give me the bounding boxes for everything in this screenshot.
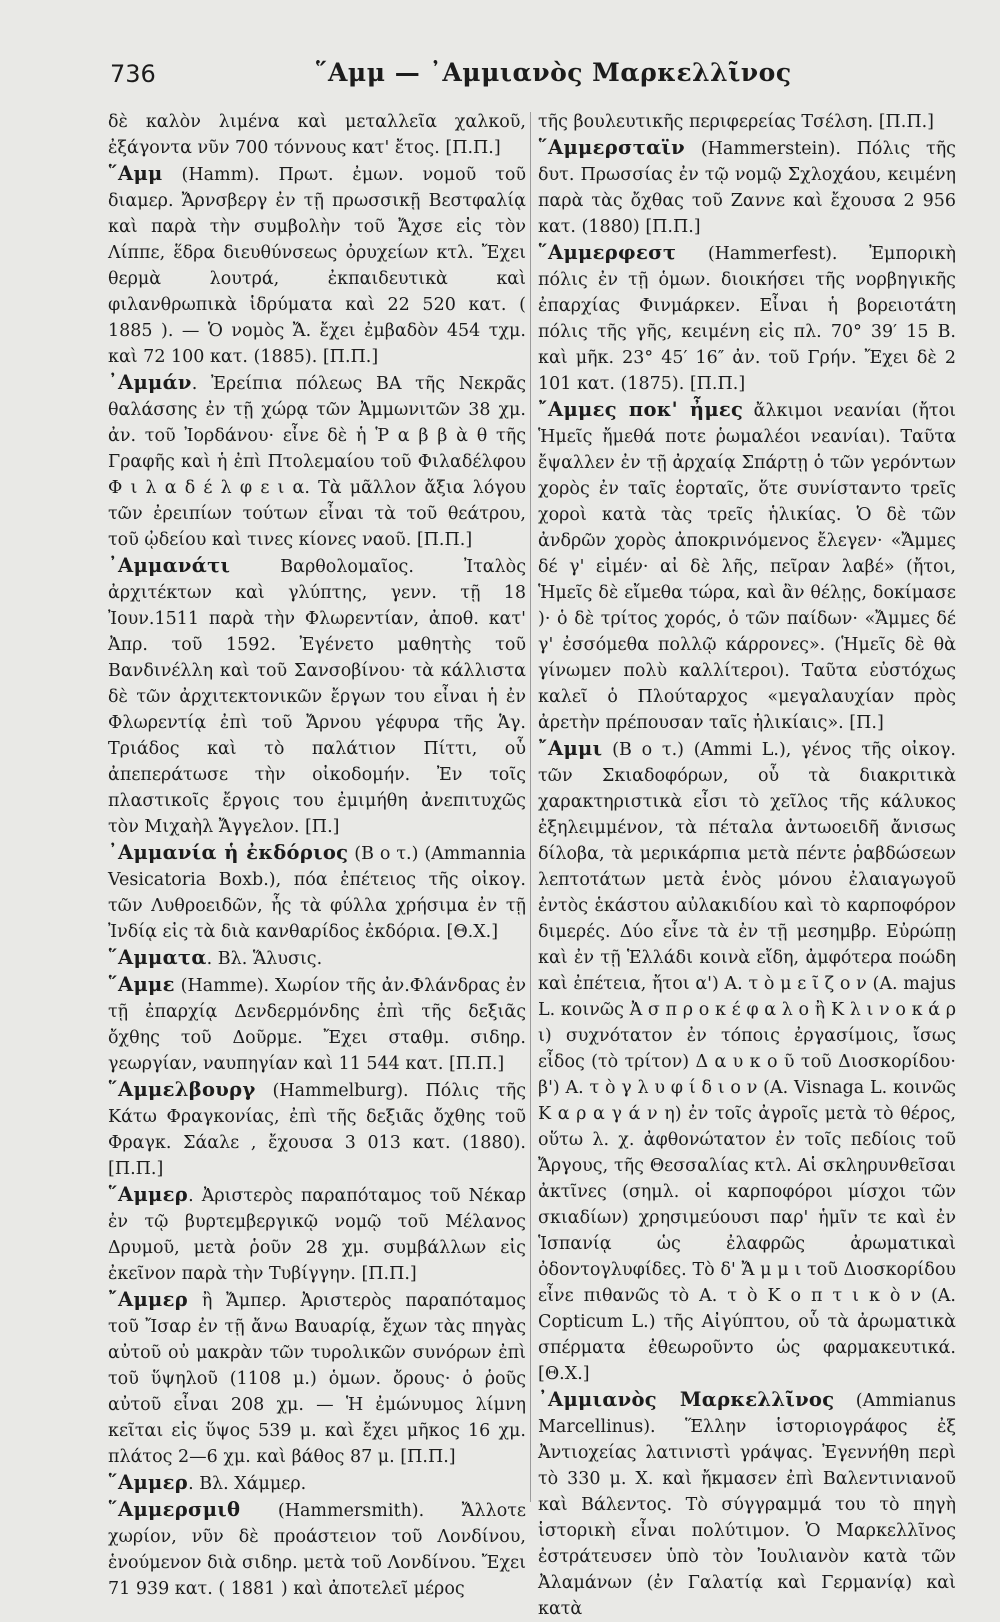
entry-text: (Β ο τ.) (Ammannia Vesicatoria Boxb.), πόα ἐπέτειος τῆς οἰκογ. τῶν Λυθροειδῶν, ἧς τὰ φύλλα χρήσιμα ἐν τῇ Ἰνδίᾳ εἰς τὰ διὰ κανθαρίδος ἐκδόρια. [Θ.Χ.]: [108, 844, 526, 942]
headword: ῞Αμμε: [108, 973, 175, 996]
entry-text: (Hammerstein). Πόλις τῆς δυτ. Πρωσσίας ἐν τῷ νομῷ Σχλοχάου, κειμένη παρὰ τὰς ὄχθας τοῦ Ζαννε καὶ ἔχουσα 2 956 κατ. (1880) [Π.Π.]: [538, 139, 956, 237]
entry-text: (Hamme). Χωρίον τῆς ἀν.Φλάνδρας ἐν τῇ ἐπαρχίᾳ Δενδερμόνδης ἐπὶ τῆς δεξιᾶς ὄχθης τοῦ Δοῦρμε. Ἔχει σταθμ. σιδηρ. γεωργίαν, ναυπηγίαν καὶ 11 544 κατ. [Π.Π.]: [108, 976, 526, 1074]
entry: [108, 972, 526, 1077]
entry-text: ἢ Ἄμπερ. Ἀριστερὸς παραπόταμος τοῦ Ἴσαρ ἐν τῇ ἄνω Βαυαρίᾳ, ἔχων τὰς πηγὰς αὐτοῦ οὐ μακρὰν τῶν τυρολικῶν συνόρων ἐπὶ τοῦ ὕψηλοῦ (1108 μ.) ὁμων. ὄρους· ὁ ῥοῦς αὐτοῦ εἶναι 208 χμ. — Ἡ ἐμώνυμος λίμνη κεῖται εἰς ὕψος 539 μ. καὶ ἔχει μῆκος 16 χμ. πλάτος 2—6 χμ. καὶ βάθος 87 μ. [Π.Π.]: [108, 1291, 526, 1467]
page-header: [110, 58, 960, 98]
entry: [108, 1182, 526, 1287]
entry: [108, 1287, 526, 1470]
headword: ᾿Αμμάν: [108, 371, 192, 394]
entry-text: δὲ καλὸν λιμένα καὶ μεταλλεῖα χαλκοῦ, ἐξάγοντα νῦν 700 τόννους κατ' ἔτος. [Π.Π.]: [108, 112, 526, 158]
headword: ῞Αμματα: [108, 946, 207, 969]
entry-text: (Hammelburg). Πόλις τῆς Κάτω Φραγκονίας, ἐπὶ τῆς δεξιᾶς ὄχθης τοῦ Φραγκ. Σάαλε , ἔχουσα 3 013 κατ. (1880). [Π.Π.]: [108, 1081, 526, 1179]
page-number: 736: [110, 60, 156, 88]
left-column: [108, 108, 526, 1599]
entry: [538, 108, 956, 135]
entry: [108, 370, 526, 553]
entry: [538, 397, 956, 736]
entry: [108, 553, 526, 840]
entry-text: . Ἀριστερὸς παραπόταμος τοῦ Νέκαρ ἐν τῷ βυρτεμβεργικῷ νομῷ τοῦ Μέλανος Δρυμοῦ, μετὰ ῥοῦν 28 χμ. συμβάλλων εἰς ἐκεῖνον παρὰ τὴν Τυβίγγην. [Π.Π.]: [108, 1186, 526, 1284]
headword: ῎Αμμι: [538, 737, 603, 760]
entry: [538, 736, 956, 1387]
headword: ῎Αμμες ποκ' ἦμες: [538, 398, 744, 421]
entry: [538, 240, 956, 397]
headword: ᾿Αμμανάτι: [108, 554, 231, 577]
entry-text: (Β ο τ.) (Ammi L.), γένος τῆς οἰκογ. τῶν Σκιαδοφόρων, οὗ τὰ διακριτικὰ χαρακτηριστικὰ εἶσι τὸ χεῖλος τῆς κάλυκος ἐξηλειμμένον, τὰ πέταλα ἀντωοειδῆ ἄνισως δίλοβα, τὰ μερικάρπια μετὰ πέντε ῥαβδώσεων λεπτοτάτων μετὰ ἑνὸς μόνου ἐλαιαγωγοῦ ἐντὸς ἑκάστου αὐλακιδίου καὶ τὸ καρποφόρον διμερές. Δύο εἶνε τὰ ἐν τῇ μεσημβρ. Εὐρώπῃ καὶ ἐν τῇ Ἑλλάδι κοινὰ εἴδη, ἀμφότερα ποώδη καὶ ἐπέτεια, ἤτοι α') Α. τ ὸ μ ε ῖ ζ ο ν (A. majus L. κοινῶς Ἀ σ π ρ ο κ έ φ α λ ο ἢ Κ λ ι ν ο κ ά ρ ι) συχνότατον ἐν τόποις ἐργασίμοις, ἴσως εἶδος (τὸ τρίτον) Δ α υ κ ο ῦ τοῦ Διοσκορίδου· β') Α. τ ὸ γ λ υ φ ί δ ι ο ν (A. Visnaga L. κοινῶς Κ α ρ α γ ά ν η) ἐν τοῖς ἀγροῖς μετὰ τὸ θέρος, οὕτω λ. χ. ἀφθονώτατον ἐν τοῖς πεδίοις τοῦ Ἄργους, τῆς Θεσσαλίας κτλ. Αἱ σκληρυνθεῖσαι ἀκτῖνες (σημλ. οἱ καρποφόροι μίσχοι τῶν σκιαδίων) χρησιμεύουσι παρ' ἡμῖν τε καὶ ἐν Ἱσπανίᾳ ὡς ἐλαφρῶς ἀρωματικαὶ ὀδοντογλυφίδες. Τὸ δ' Ἄ μ μ ι τοῦ Διοσκορίδου εἶνε πιθανῶς τὸ Α. τ ὸ Κ ο π τ ι κ ὸ ν (A. Copticum L.) τῆς Αἰγύπτου, οὗ τὰ ἀρωματικὰ σπέρματα ἐθεωροῦντο ὡς φαρμακευτικά. [Θ.Χ.]: [538, 740, 956, 1384]
entry-text: (Hammersmith). Ἄλλοτε χωρίον, νῦν δὲ προάστειον τοῦ Λονδίνου, ἑνούμενον διὰ σιδηρ. μετὰ τοῦ Λονδίνου. Ἔχει 71 939 κατ. ( 1881 ) καὶ ἀποτελεῖ μέρος: [108, 1501, 526, 1599]
headword: ῞Αμμερ: [108, 1183, 189, 1206]
headword: ῞Αμμελβουργ: [108, 1078, 256, 1101]
entry-text: (Ammianus Marcellinus). Ἕλλην ἱστοριογράφος ἐξ Ἀντιοχείας λατινιστὶ γράψας. Ἐγεννήθη περὶ τὸ 330 μ. Χ. καὶ ἤκμασεν ἐπὶ Βαλεντινιανοῦ καὶ Βάλεντος. Τὸ σύγγραμμά του τὸ πηγὴ ἱστορικὴ εἶναι πολύτιμον. Ὁ Μαρκελλῖνος ἐστράτευσεν ὑπὸ τὸν Ἰουλιανὸν κατὰ τῶν Ἀλαμάνων (ἐν Γαλατίᾳ καὶ Γερμανίᾳ) καὶ κατὰ: [538, 1391, 956, 1619]
entry: [108, 1470, 526, 1497]
headword: ῞Αμμερσμιθ: [108, 1498, 241, 1521]
entry-text: τῆς βουλευτικῆς περιφερείας Τσέλση. [Π.Π.]: [538, 112, 935, 132]
entry: [108, 840, 526, 945]
entry: [108, 108, 526, 161]
entry-text: . Βλ. Χάμμερ.: [188, 1474, 307, 1494]
headword: ῞Αμμερ: [108, 1471, 189, 1494]
entry-text: ἄλκιμοι νεανίαι (ἤτοι Ἡμεῖς ἤμεθά ποτε ῥωμαλέοι νεανίαι). Ταῦτα ἔψαλλεν ἐν τῇ ἀρχαίᾳ Σπάρτῃ ὁ τῶν γερόντων χορὸς ἐν ταῖς ἑορταῖς, ὅτε συνίσταντο τρεῖς χοροὶ κατὰ τὰς τρεῖς ἡλικίας. Ὁ δὲ τῶν ἀνδρῶν χορὸς ἀποκρινόμενος ἔλεγεν· «Ἄμμες δέ γ' εἰμέν· αἰ δὲ λῆς, πεῖραν λαβέ» (ἤτοι, Ἡμεῖς δὲ εἴμεθα τώρα, καὶ ἂν θέλῃς, δοκίμασε )· ὁ δὲ τρίτος χορός, ὁ τῶν παίδων· «Ἄμμες δέ γ' ἐσσόμεθα πολλῷ κάρρονες». (Ἡμεῖς δὲ θὰ γίνωμεν πολὺ καλλίτεροι). Ταῦτα εὐστόχως καλεῖ ὁ Πλούταρχος «μεγαλαυχίαν πρὸς ἀρετὴν πρέπουσαν ταῖς ἡλικίαις». [Π.]: [538, 401, 957, 733]
right-column: [538, 108, 957, 1619]
headword: ῎Αμμερ: [108, 1288, 189, 1311]
entry-text: (Hamm). Πρωτ. ἐμων. νομοῦ τοῦ διαμερ. Ἄρνσβεργ ἐν τῇ πρωσσικῇ Βεστφαλίᾳ καὶ παρὰ τὴν συμβολὴν τοῦ Ἄχσε εἰς τὸν Λίππε, ἕδρα διευθύνσεως ὀρυχείων κτλ. Ἔχει θερμὰ λουτρά, ἐκπαιδευτικὰ καὶ φιλανθρωπικὰ ἱδρύματα καὶ 22 520 κατ. ( 1885 ). — Ὁ νομὸς Ἄ. ἔχει ἐμβαδὸν 454 τχμ. καὶ 72 100 κατ. (1885). [Π.Π.]: [108, 165, 526, 367]
headword: ᾿Αμμανία ἡ ἐκδόριος: [108, 841, 349, 864]
entry-text: . Βλ. Ἅλυσις.: [206, 949, 323, 969]
entry: [108, 1077, 526, 1182]
entry-text: . Ἐρείπια πόλεως ΒΑ τῆς Νεκρᾶς θαλάσσης ἐν τῇ χώρᾳ τῶν Ἀμμωνιτῶν 38 χμ. ἀν. τοῦ Ἰορδάνου· εἶνε δὲ ἡ Ῥ α β β ὰ θ τῆς Γραφῆς καὶ ἡ ἐπὶ Πτολεμαίου τοῦ Φιλαδέλφου Φ ι λ α δ έ λ φ ε ι α. Τὰ μᾶλλον ἄξια λόγου τῶν ἐρειπίων τούτων εἶναι τὰ τοῦ θεάτρου, τοῦ ᾠδείου καὶ τινες κίονες ναοῦ. [Π.Π.]: [108, 374, 526, 550]
entry-text: (Hammerfest). Ἐμπορικὴ πόλις ἐν τῇ ὁμων. διοικήσει τῆς νορβηγικῆς ἐπαρχίας Φινμάρκεν. Εἶναι ἡ βορειοτάτη πόλις τῆς γῆς, κειμένη εἰς πλ. 70° 39′ 15 Β. καὶ μῆκ. 23° 45′ 16″ ἀν. τοῦ Γρήν. Ἔχει δὲ 2 101 κατ. (1875). [Π.Π.]: [538, 244, 956, 394]
headword: ῞Αμμερφεστ: [538, 241, 677, 264]
entry: [538, 135, 956, 240]
entry-text: Βαρθολομαῖος. Ἰταλὸς ἀρχιτέκτων καὶ γλύπτης, γενν. τῇ 18 Ἰουν.1511 παρὰ τὴν Φλωρεντίαν, ἀποθ. κατ' Ἀπρ. τοῦ 1592. Ἐγένετο μαθητὴς τοῦ Βανδινέλλη καὶ τοῦ Σανσοβίνου· τὰ κάλλιστα δὲ τῶν ἀρχιτεκτονικῶν ἔργων του εἶναι ἡ ἐν Φλωρεντίᾳ ἐπὶ τοῦ Ἄρνου γέφυρα τῆς Ἁγ. Τριάδος καὶ τὸ παλάτιον Πίττι, οὗ ἀπεπεράτωσε τὴν οἰκοδομήν. Ἐν τοῖς πλαστικοῖς ἔργοις του ἐμιμήθη ἀνεπιτυχῶς τὸν Μιχαὴλ Ἄγγελον. [Π.]: [108, 557, 526, 837]
headword: ῞Αμμ: [108, 162, 163, 185]
entry: [108, 1497, 526, 1602]
entry: [538, 1387, 956, 1622]
running-head: ῞Αμμ — ᾿Αμμιανὸς Μαρκελλῖνος: [315, 58, 792, 87]
column-divider: [530, 112, 531, 1502]
entry: [108, 161, 526, 370]
entry: [108, 945, 526, 972]
headword: ᾿Αμμιανὸς Μαρκελλῖνος: [538, 1388, 835, 1411]
headword: ῞Αμμερσταϊν: [538, 136, 686, 159]
